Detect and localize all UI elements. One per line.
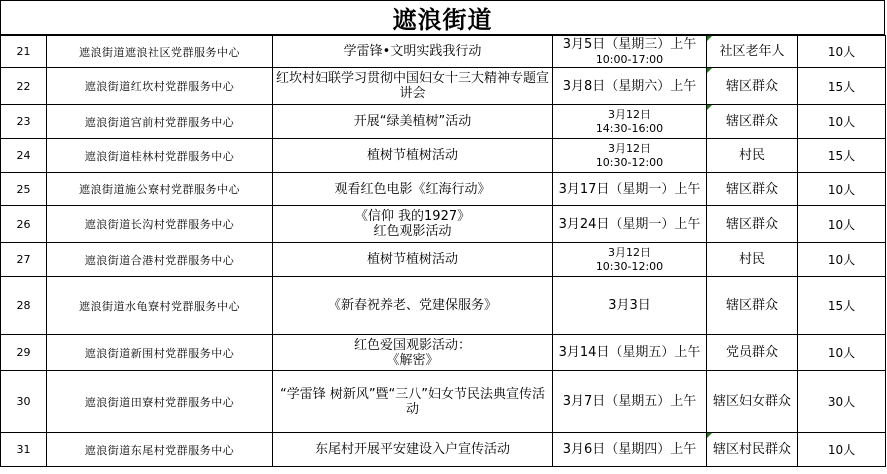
activity-cell[interactable]: 《新春祝养老、党建保服务》 [273,277,553,335]
unit-cell[interactable]: 遮浪街道水龟寮村党群服务中心 [47,277,273,335]
sheet-title-cell[interactable] [0,0,885,35]
audience-cell[interactable]: 村民 [707,139,798,173]
time-line-2: 10:30-12:00 [595,155,664,169]
audience-cell[interactable]: 辖区群众 [707,173,798,206]
table-row [1,173,886,206]
table-row [1,243,886,277]
time-cell[interactable]: 3月17日（星期一）上午 [553,173,707,206]
unit-cell[interactable]: 遮浪街道合港村党群服务中心 [47,243,273,277]
row-number-cell[interactable]: 22 [1,68,47,105]
row-number-cell[interactable]: 30 [1,371,47,433]
row-number-cell[interactable]: 23 [1,105,47,139]
time-cell[interactable]: 3月14日（星期五）上午 [553,335,707,371]
time-cell[interactable]: 3月6日（星期四）上午 [553,433,707,467]
count-cell[interactable]: 10人 [798,335,886,371]
sheet-title: 遮浪街道 [392,5,493,34]
time-cell[interactable]: 3月8日（星期六）上午 [553,68,707,105]
audience-cell[interactable]: 辖区群众 [707,277,798,335]
time-line-1: 3月12日 [608,141,651,155]
activity-cell[interactable]: 开展“绿美植树”活动 [273,105,553,139]
activity-table [0,35,886,467]
count-cell[interactable]: 15人 [798,68,886,105]
table-row [1,433,886,467]
audience-cell[interactable]: 社区老年人 [707,36,798,68]
row-number-cell[interactable]: 21 [1,36,47,68]
time-cell[interactable] [553,243,707,277]
audience-cell[interactable]: 辖区群众 [707,68,798,105]
time-cell[interactable]: 3月3日 [553,277,707,335]
audience-cell[interactable]: 辖区群众 [707,105,798,139]
time-line-2: 10:00-17:00 [595,52,664,66]
count-cell[interactable]: 30人 [798,371,886,433]
activity-cell[interactable]: 观看红色电影《红海行动》 [273,173,553,206]
time-line-2: 14:30-16:00 [595,121,664,135]
row-number-cell[interactable]: 24 [1,139,47,173]
count-cell[interactable]: 10人 [798,105,886,139]
activity-cell[interactable]: 植树节植树活动 [273,243,553,277]
activity-cell[interactable]: 东尾村开展平安建设入户宣传活动 [273,433,553,467]
table-row [1,68,886,105]
unit-cell[interactable]: 遮浪街道施公寮村党群服务中心 [47,173,273,206]
time-cell[interactable] [553,139,707,173]
unit-cell[interactable]: 遮浪街道田寮村党群服务中心 [47,371,273,433]
audience-cell[interactable]: 辖区群众 [707,206,798,243]
unit-cell[interactable]: 遮浪街道红坎村党群服务中心 [47,68,273,105]
activity-line-2: 《解密》 [386,352,439,368]
time-cell[interactable] [553,105,707,139]
activity-cell[interactable] [273,335,553,371]
count-cell[interactable]: 10人 [798,173,886,206]
unit-cell[interactable]: 遮浪街道新围村党群服务中心 [47,335,273,371]
audience-cell[interactable]: 村民 [707,243,798,277]
unit-cell[interactable]: 遮浪街道宫前村党群服务中心 [47,105,273,139]
unit-cell[interactable]: 遮浪街道遮浪社区党群服务中心 [47,36,273,68]
unit-cell[interactable]: 遮浪街道东尾村党群服务中心 [47,433,273,467]
time-line-1: 3月12日 [608,245,651,259]
table-row [1,371,886,433]
activity-cell[interactable]: 红坎村妇联学习贯彻中国妇女十三大精神专题宣讲会 [273,68,553,105]
activity-cell[interactable] [273,206,553,243]
time-cell[interactable] [553,36,707,68]
table-row [1,277,886,335]
audience-cell[interactable]: 辖区村民群众 [707,433,798,467]
count-cell[interactable]: 10人 [798,36,886,68]
activity-line-2: 红色观影活动 [373,224,452,239]
activity-cell[interactable]: 学雷锋•文明实践我行动 [273,36,553,68]
time-cell[interactable]: 3月7日（星期五）上午 [553,371,707,433]
count-cell[interactable]: 10人 [798,243,886,277]
time-line-1: 3月12日 [608,107,651,121]
row-number-cell[interactable]: 31 [1,433,47,467]
row-number-cell[interactable]: 27 [1,243,47,277]
count-cell[interactable]: 15人 [798,277,886,335]
table-row [1,335,886,371]
count-cell[interactable]: 10人 [798,433,886,467]
table-row [1,206,886,243]
time-line-2: 10:30-12:00 [595,259,664,273]
time-cell[interactable]: 3月24日（星期一）上午 [553,206,707,243]
table-row [1,36,886,68]
activity-cell[interactable]: 植树节植树活动 [273,139,553,173]
audience-cell[interactable]: 党员群众 [707,335,798,371]
activity-line-1: 红色爱国观影活动： [353,337,471,353]
table-row [1,139,886,173]
table-row [1,105,886,139]
activity-line-1: 《信仰 我的1927》 [354,209,471,224]
row-number-cell[interactable]: 28 [1,277,47,335]
activity-cell[interactable]: “学雷锋 树新风”暨“三八”妇女节民法典宣传活动 [273,371,553,433]
row-number-cell[interactable]: 25 [1,173,47,206]
count-cell[interactable]: 15人 [798,139,886,173]
count-cell[interactable]: 10人 [798,206,886,243]
row-number-cell[interactable]: 26 [1,206,47,243]
time-line-1: 3月5日（星期三）上午 [562,36,697,52]
unit-cell[interactable]: 遮浪街道桂林村党群服务中心 [47,139,273,173]
audience-cell[interactable]: 辖区妇女群众 [707,371,798,433]
row-number-cell[interactable]: 29 [1,335,47,371]
unit-cell[interactable]: 遮浪街道长沟村党群服务中心 [47,206,273,243]
